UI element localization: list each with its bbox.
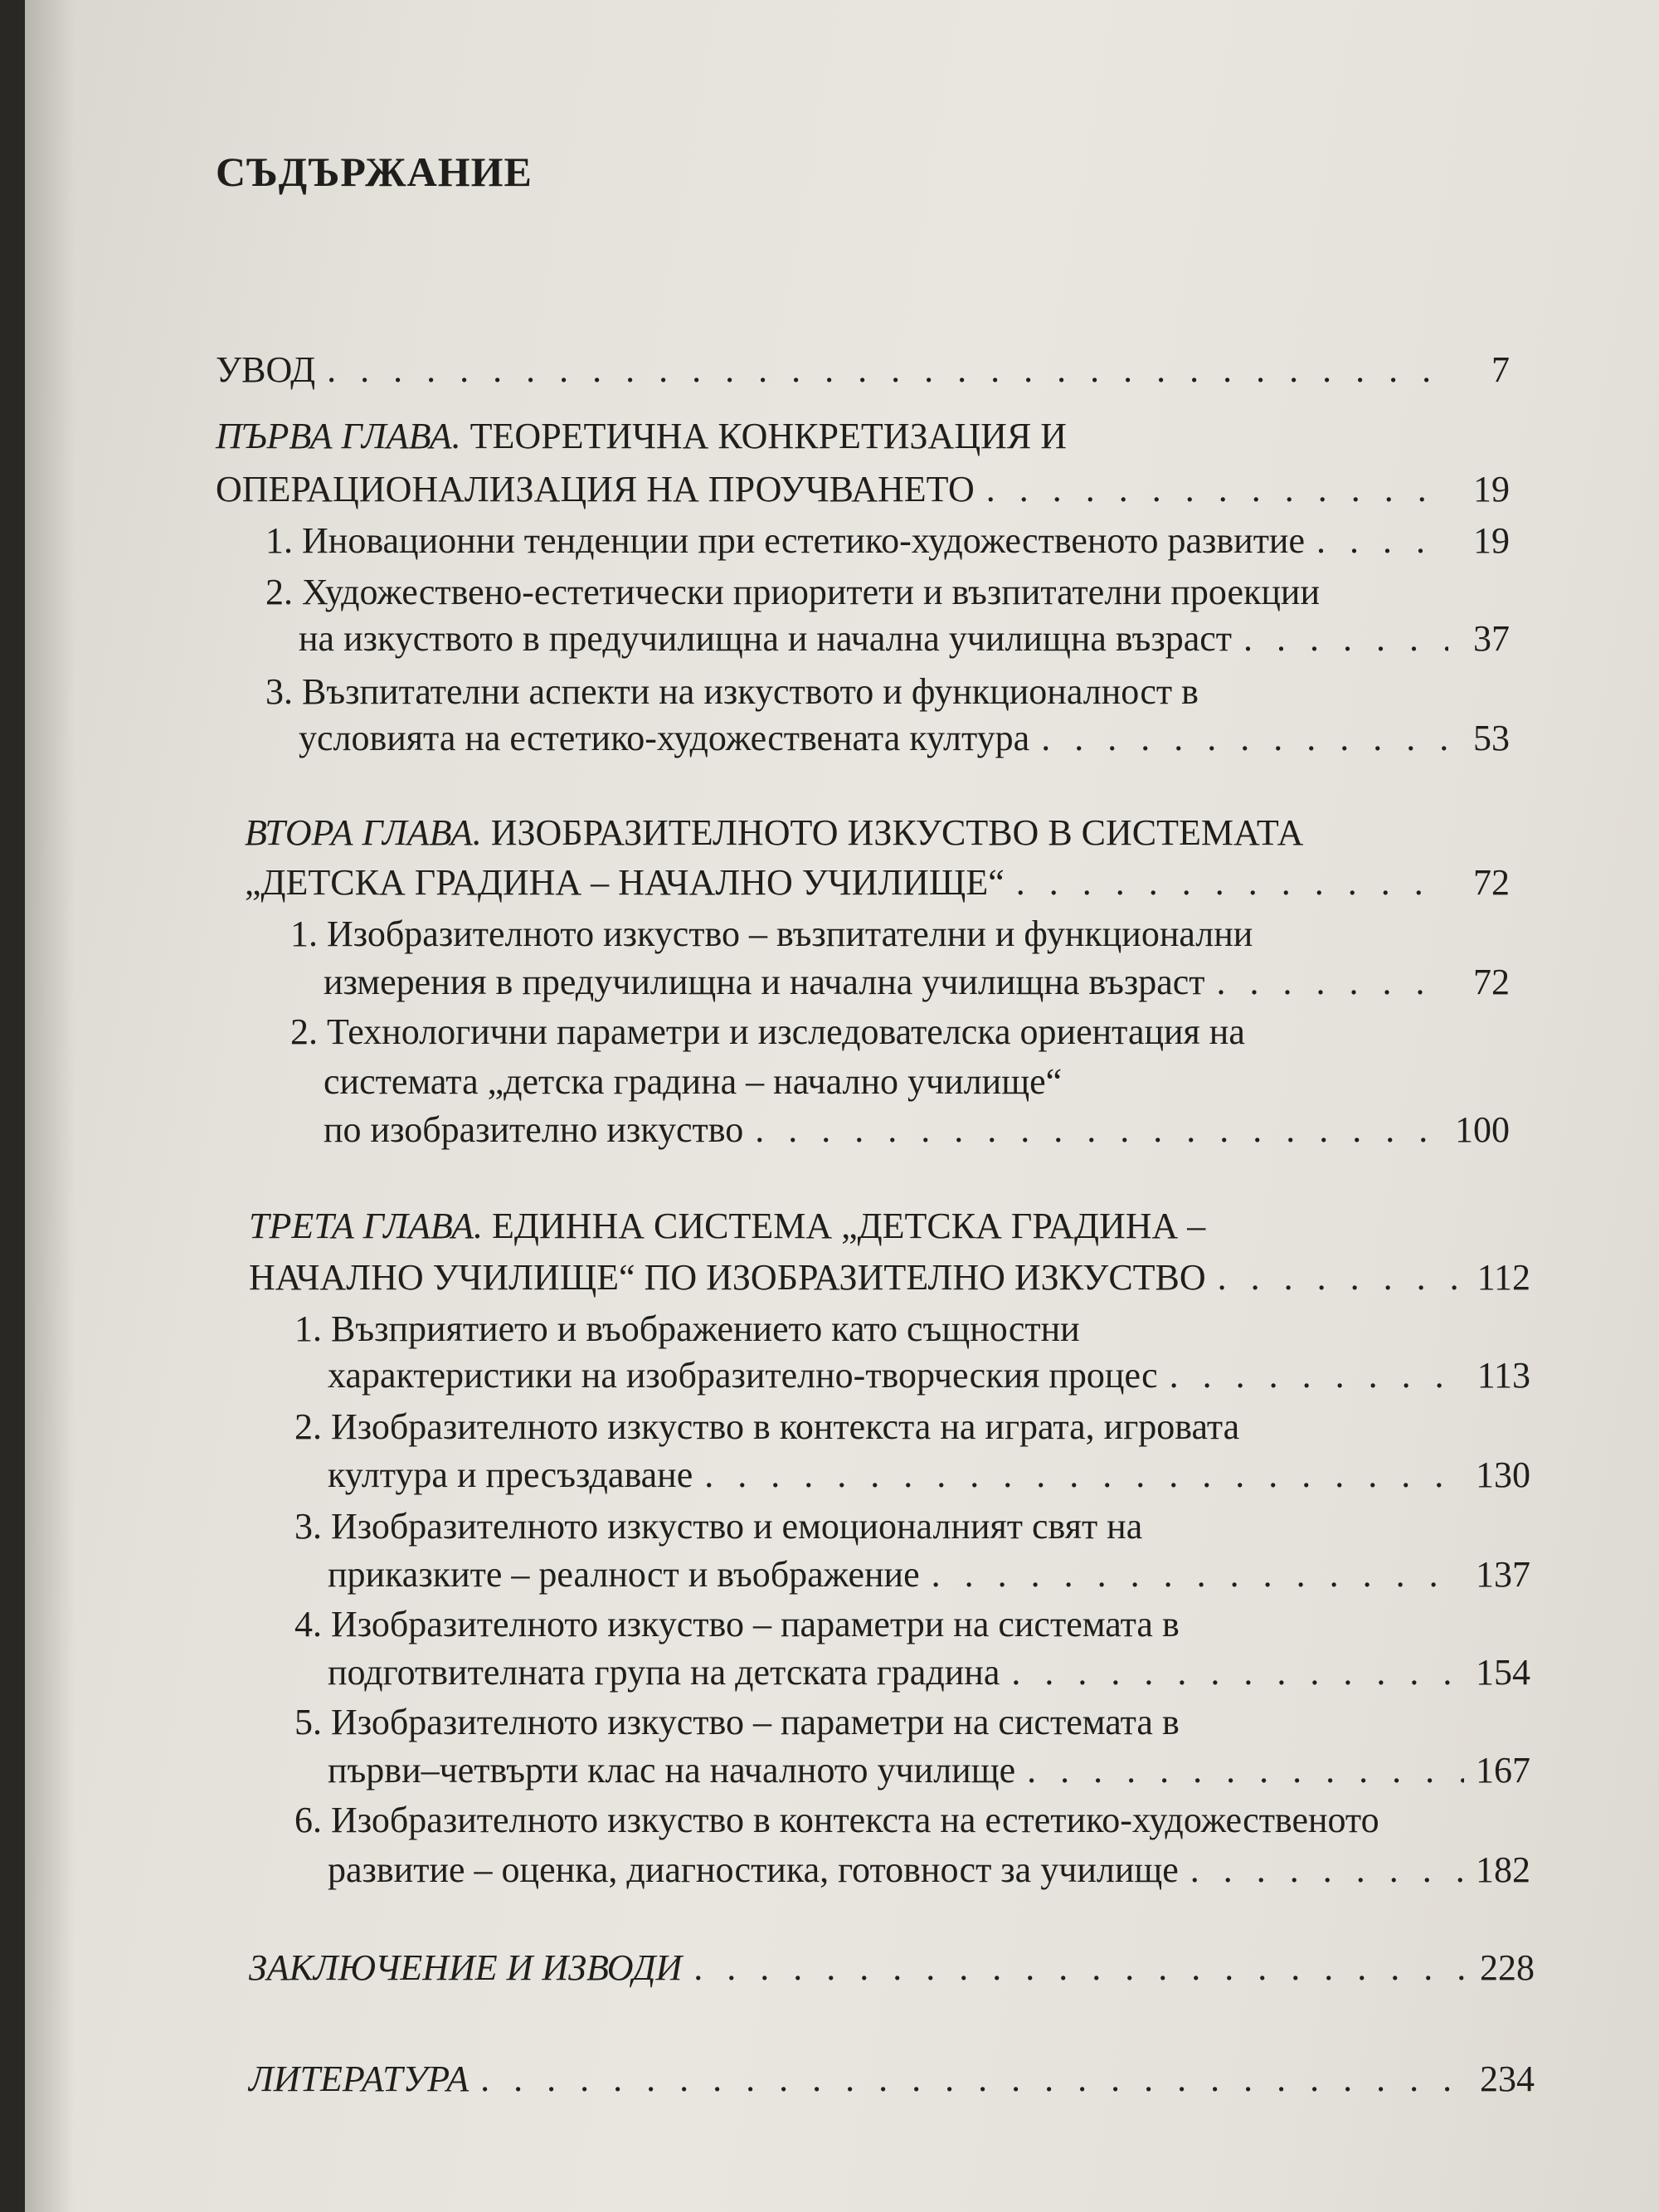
toc-entry-chapter-1[interactable] xyxy=(216,471,1510,508)
entry-label: ЛИТЕРАТУРА xyxy=(249,2059,469,2099)
dot-leader xyxy=(755,1112,1443,1148)
section-title-line2: системата „детска градина – начално училище“ xyxy=(324,1061,1063,1102)
section-title: 1. Иновационни тенденции при естетико-художественото развитие xyxy=(265,520,1306,561)
section-title-line1: 4. Изобразителното изкуство – параметри на системата в xyxy=(294,1604,1180,1644)
page-number: 228 xyxy=(1480,1947,1535,1988)
page-number: 100 xyxy=(1455,1109,1510,1150)
section-title-line1: 5. Изобразителното изкуство – параметри на системата в xyxy=(294,1702,1180,1742)
page-number: 7 xyxy=(1491,349,1510,390)
page-number: 113 xyxy=(1477,1355,1530,1396)
chapter-heading-line1[interactable] xyxy=(216,418,1067,455)
section-title-cont: култура и пресъздаване xyxy=(328,1454,693,1495)
page-number: 72 xyxy=(1473,862,1510,903)
dot-leader xyxy=(1016,865,1448,901)
section-title-cont: условията на естетико-художествената култура xyxy=(299,718,1030,758)
chapter-title: ИЗОБРАЗИТЕЛНОТО ИЗКУСТВО В СИСТЕМАТА xyxy=(481,812,1304,853)
toc-entry-1-2[interactable] xyxy=(299,618,1510,659)
dot-leader xyxy=(704,1457,1464,1493)
chapter-prefix: ВТОРА ГЛАВА. xyxy=(245,812,482,853)
dot-leader xyxy=(1218,1259,1466,1296)
dot-leader xyxy=(1041,720,1448,757)
toc-entry-1-3[interactable] xyxy=(299,720,1510,757)
page-number: 19 xyxy=(1473,520,1510,561)
toc-entry-3-1[interactable] xyxy=(328,1357,1530,1394)
page-number: 137 xyxy=(1476,1554,1530,1595)
dot-leader xyxy=(1316,523,1448,559)
page-number: 167 xyxy=(1476,1750,1530,1791)
toc-entry-literature[interactable] xyxy=(249,2061,1535,2098)
dot-leader xyxy=(327,352,1448,388)
toc-entry-3-3[interactable] xyxy=(328,1554,1530,1595)
dot-leader xyxy=(693,1950,1468,1986)
page-number: 130 xyxy=(1476,1454,1530,1495)
section-title-line1: 3. Изобразителното изкуство и емоционалният свят на xyxy=(294,1506,1143,1547)
section-title-cont: по изобразително изкуство xyxy=(324,1109,744,1150)
section-title-line1: 3. Възпитателни аспекти на изкуството и функционалност в xyxy=(265,671,1199,712)
toc-entry-intro[interactable] xyxy=(216,349,1510,390)
dot-leader xyxy=(1170,1357,1466,1394)
dot-leader xyxy=(1190,1852,1464,1888)
dot-leader xyxy=(1217,964,1448,1001)
section-title-cont: на изкуството в предучилищна и начална училищна възраст xyxy=(299,618,1233,659)
page-title: СЪДЪРЖАНИЕ xyxy=(216,149,533,195)
section-title-line1: 1. Изобразителното изкуство – възпитателни и функционални xyxy=(290,914,1253,954)
toc-entry-conclusion[interactable] xyxy=(249,1947,1535,1988)
section-title-line1: 2. Технологични параметри и изследователска ориентация на xyxy=(290,1011,1245,1052)
page-number: 37 xyxy=(1473,618,1510,659)
chapter-title-cont: ОПЕРАЦИОНАЛИЗАЦИЯ НА ПРОУЧВАНЕТО xyxy=(216,469,975,509)
page-number: 154 xyxy=(1476,1652,1530,1693)
section-title-cont: приказките – реалност и въображение xyxy=(328,1554,920,1595)
dot-leader xyxy=(1027,1752,1464,1789)
chapter-heading-line1[interactable] xyxy=(249,1208,1205,1245)
toc-entry-chapter-3[interactable] xyxy=(249,1259,1530,1296)
toc-entry-3-6[interactable] xyxy=(328,1849,1530,1890)
page-number: 234 xyxy=(1480,2059,1535,2099)
page-number: 182 xyxy=(1476,1849,1530,1890)
section-title-cont: развитие – оценка, диагностика, готовност за училище xyxy=(328,1849,1179,1890)
section-title-line1: 1. Възприятието и въображението като същностни xyxy=(294,1308,1080,1349)
dot-leader xyxy=(1243,621,1448,657)
toc-entry-3-5[interactable] xyxy=(328,1752,1530,1789)
chapter-title-cont: „ДЕТСКА ГРАДИНА – НАЧАЛНО УЧИЛИЩЕ“ xyxy=(245,862,1005,903)
page-number: 112 xyxy=(1477,1257,1530,1298)
chapter-prefix: ПЪРВА ГЛАВА. xyxy=(216,416,461,456)
section-title-line1: 6. Изобразителното изкуство в контекста на естетико-художественото xyxy=(294,1800,1379,1840)
entry-label: ЗАКЛЮЧЕНИЕ И ИЗВОДИ xyxy=(249,1947,683,1988)
chapter-heading-line1[interactable] xyxy=(245,812,1304,853)
section-title-line1: 2. Изобразителното изкуство в контекста на играта, игровата xyxy=(294,1406,1240,1447)
dot-leader xyxy=(986,471,1448,508)
toc-entry-2-2[interactable] xyxy=(324,1109,1510,1150)
toc-entry-chapter-2[interactable] xyxy=(245,862,1510,903)
page-number: 19 xyxy=(1473,469,1510,509)
chapter-title: ЕДИННА СИСТЕМА „ДЕТСКА ГРАДИНА – xyxy=(483,1206,1206,1246)
chapter-title: ТЕОРЕТИЧНА КОНКРЕТИЗАЦИЯ И xyxy=(460,416,1067,456)
toc-entry-1-1[interactable] xyxy=(265,520,1510,561)
dot-leader xyxy=(932,1557,1464,1593)
toc-entry-3-4[interactable] xyxy=(328,1654,1530,1691)
section-title-cont: първи–четвърти клас на началното училище xyxy=(328,1750,1016,1791)
page-number: 53 xyxy=(1473,718,1510,758)
page-number: 72 xyxy=(1473,962,1510,1002)
entry-label: УВОД xyxy=(216,349,316,390)
chapter-title-cont: НАЧАЛНО УЧИЛИЩЕ“ ПО ИЗОБРАЗИТЕЛНО ИЗКУСТВО xyxy=(249,1257,1206,1298)
chapter-prefix: ТРЕТА ГЛАВА. xyxy=(249,1206,484,1246)
section-title-cont: характеристики на изобразително-творческия процес xyxy=(328,1355,1158,1396)
toc-entry-2-1[interactable] xyxy=(324,964,1510,1001)
dot-leader xyxy=(480,2061,1468,2098)
section-title-cont: подготвителната група на детската градина xyxy=(328,1652,1000,1693)
toc-entry-3-2[interactable] xyxy=(328,1454,1530,1495)
section-title-cont: измерения в предучилищна и начална училищна възраст xyxy=(324,962,1205,1002)
book-page xyxy=(25,0,1659,2212)
section-title-line1: 2. Художествено-естетически приоритети и възпитателни проекции xyxy=(265,572,1320,612)
dot-leader xyxy=(1011,1654,1464,1691)
